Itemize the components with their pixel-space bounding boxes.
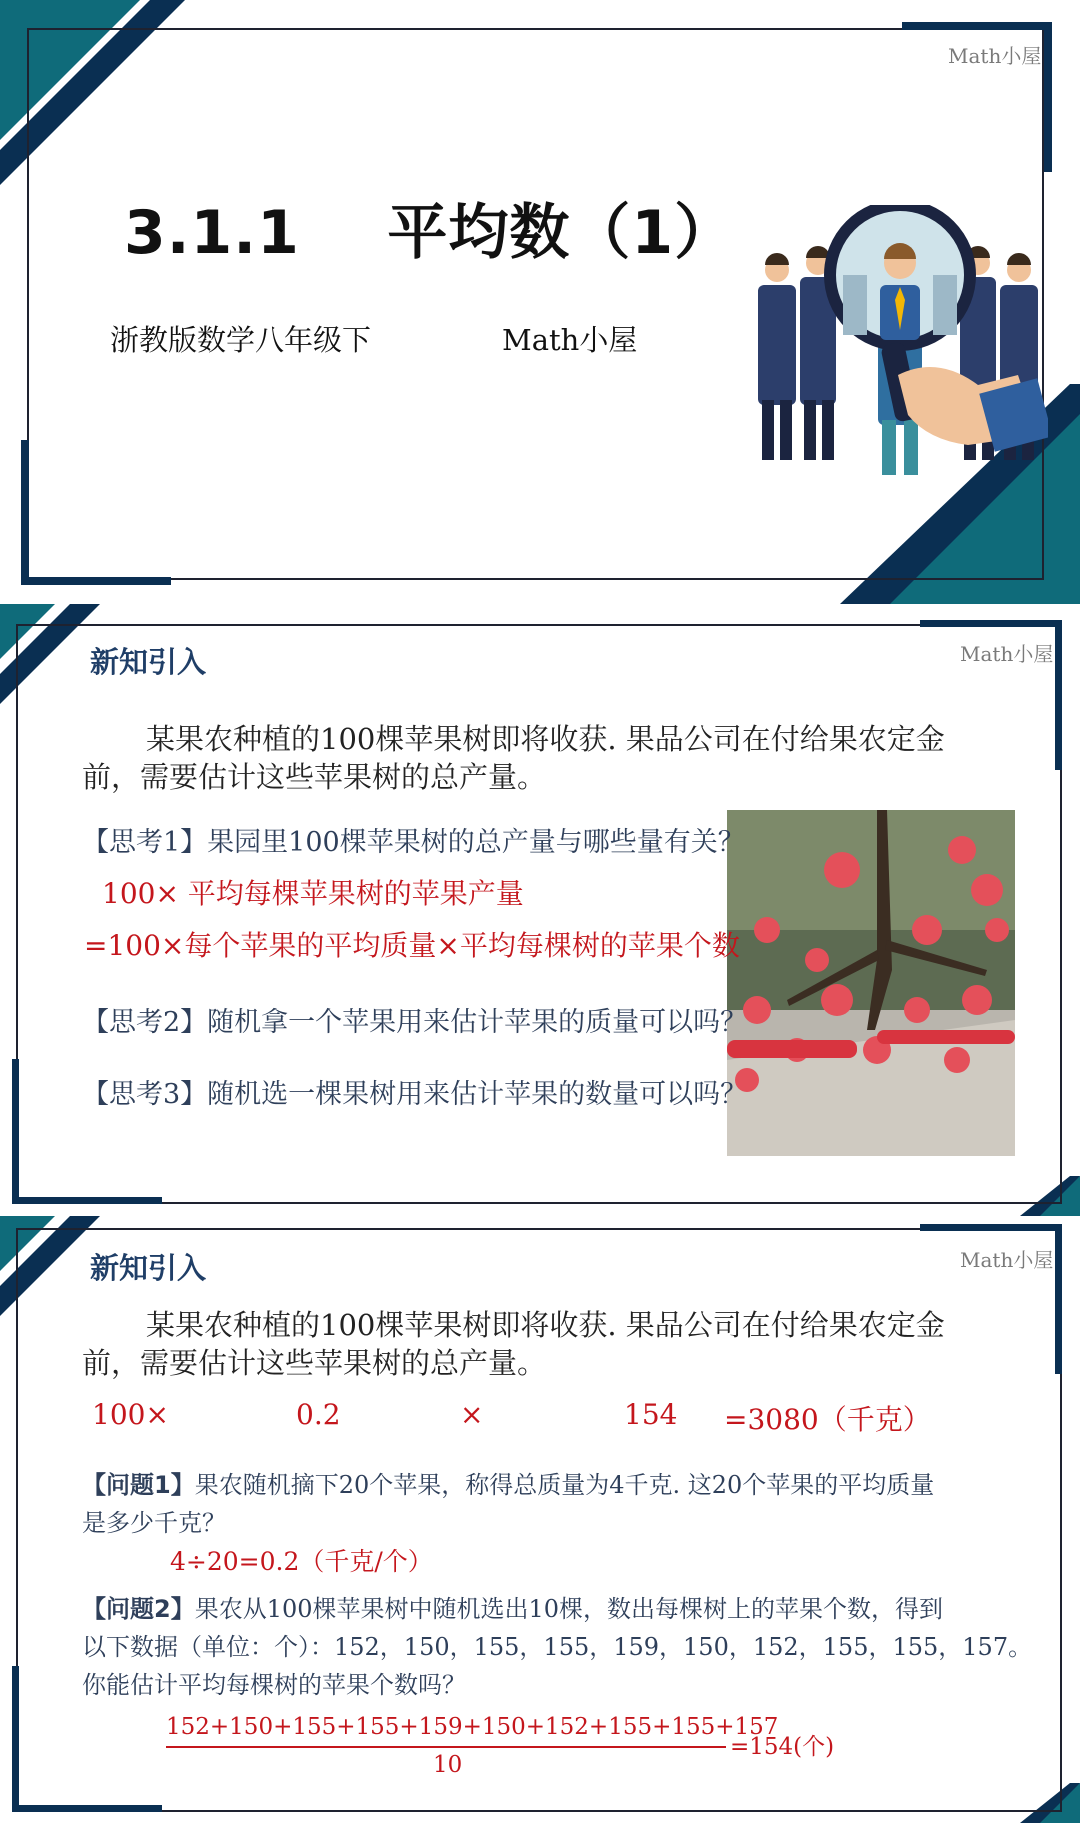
equation-times: ×: [460, 1398, 484, 1431]
frame-accent-bottom-left: [12, 1805, 162, 1812]
formula-line-1: 100× 平均每棵苹果树的苹果产量: [102, 877, 524, 910]
frame-accent-left: [12, 1666, 19, 1811]
frame-accent-left: [12, 1059, 19, 1204]
frame-accent-bottom-left: [12, 1197, 162, 1204]
author-label: Math小屋: [502, 323, 638, 357]
frame-accent-left: [21, 440, 29, 585]
frame-accent-top-right: [920, 1224, 1060, 1231]
answer-1: 4÷20=0.2（千克/个）: [170, 1547, 433, 1576]
fraction-denominator: 10: [433, 1752, 463, 1778]
think-question-1: 【思考1】果园里100棵苹果树的总产量与哪些量有关？: [82, 827, 745, 858]
apple-tree-photo: [727, 810, 1015, 1156]
textbook-label: 浙教版数学八年级下: [110, 323, 372, 357]
problem-1-text: 是多少千克？: [82, 1509, 226, 1537]
frame-accent-right: [1055, 1224, 1062, 1374]
intro-line: 某果农种植的100棵苹果树即将收获. 果品公司在付给果农定金: [146, 722, 945, 756]
problem-1-text: 果农随机摘下20个苹果，称得总质量为4千克. 这20个苹果的平均质量: [194, 1471, 935, 1499]
problem-1: [82, 1466, 1042, 1542]
equation-term-mass: 0.2: [296, 1398, 341, 1431]
watermark: Math小屋: [960, 642, 1054, 666]
fraction-result: =154(个): [730, 1734, 835, 1760]
equation-result: =3080（千克）: [724, 1403, 931, 1436]
slide-intro-problems: [0, 1216, 1080, 1823]
problem-2-data: 以下数据（单位：个）：152，150，155，155，159，150，152，155，155，157。: [82, 1633, 1033, 1661]
frame-accent-top-right: [902, 22, 1052, 30]
problem-2-text: 果农从100棵苹果树中随机选出10棵，数出每棵树上的苹果个数，得到: [194, 1595, 944, 1623]
frame-accent-right: [1055, 620, 1062, 770]
watermark: Math小屋: [960, 1248, 1054, 1272]
equation-term-count: 154: [624, 1398, 678, 1431]
intro-line: 某果农种植的100棵苹果树即将收获. 果品公司在付给果农定金: [146, 1308, 945, 1342]
problem-2-label: 【问题2】: [82, 1595, 195, 1623]
fraction-numerator: 152+150+155+155+159+150+152+155+155+157: [166, 1714, 779, 1740]
intro-paragraph: [82, 1306, 1002, 1382]
think-question-3: 【思考3】随机选一棵果树用来估计苹果的数量可以吗？: [82, 1079, 748, 1110]
magnifier-people-illustration: [748, 205, 1048, 485]
page-title: 3.1.1 平均数（1）: [124, 198, 736, 268]
section-title: 新知引入: [90, 645, 207, 679]
intro-line: 前，需要估计这些苹果树的总产量。: [82, 1346, 547, 1380]
problem-2-question: 你能估计平均每棵树的苹果个数吗？: [82, 1671, 466, 1699]
problem-1-label: 【问题1】: [82, 1471, 195, 1499]
section-title: 新知引入: [90, 1251, 207, 1285]
frame-accent-bottom-left: [21, 577, 171, 585]
frame-accent-top-right: [920, 620, 1060, 627]
slide-title: [0, 0, 1080, 604]
frame-accent-right: [1044, 22, 1052, 172]
slide-intro-questions: [0, 604, 1080, 1216]
watermark: Math小屋: [948, 44, 1042, 68]
fraction-bar: [166, 1746, 726, 1748]
problem-2: [82, 1590, 1062, 1704]
formula-line-2: =100×每个苹果的平均质量×平均每棵树的苹果个数: [84, 929, 740, 962]
intro-line: 前，需要估计这些苹果树的总产量。: [82, 760, 547, 794]
equation-term-100: 100×: [92, 1398, 169, 1431]
intro-paragraph: [82, 720, 1002, 796]
think-question-2: 【思考2】随机拿一个苹果用来估计苹果的质量可以吗？: [82, 1007, 748, 1038]
